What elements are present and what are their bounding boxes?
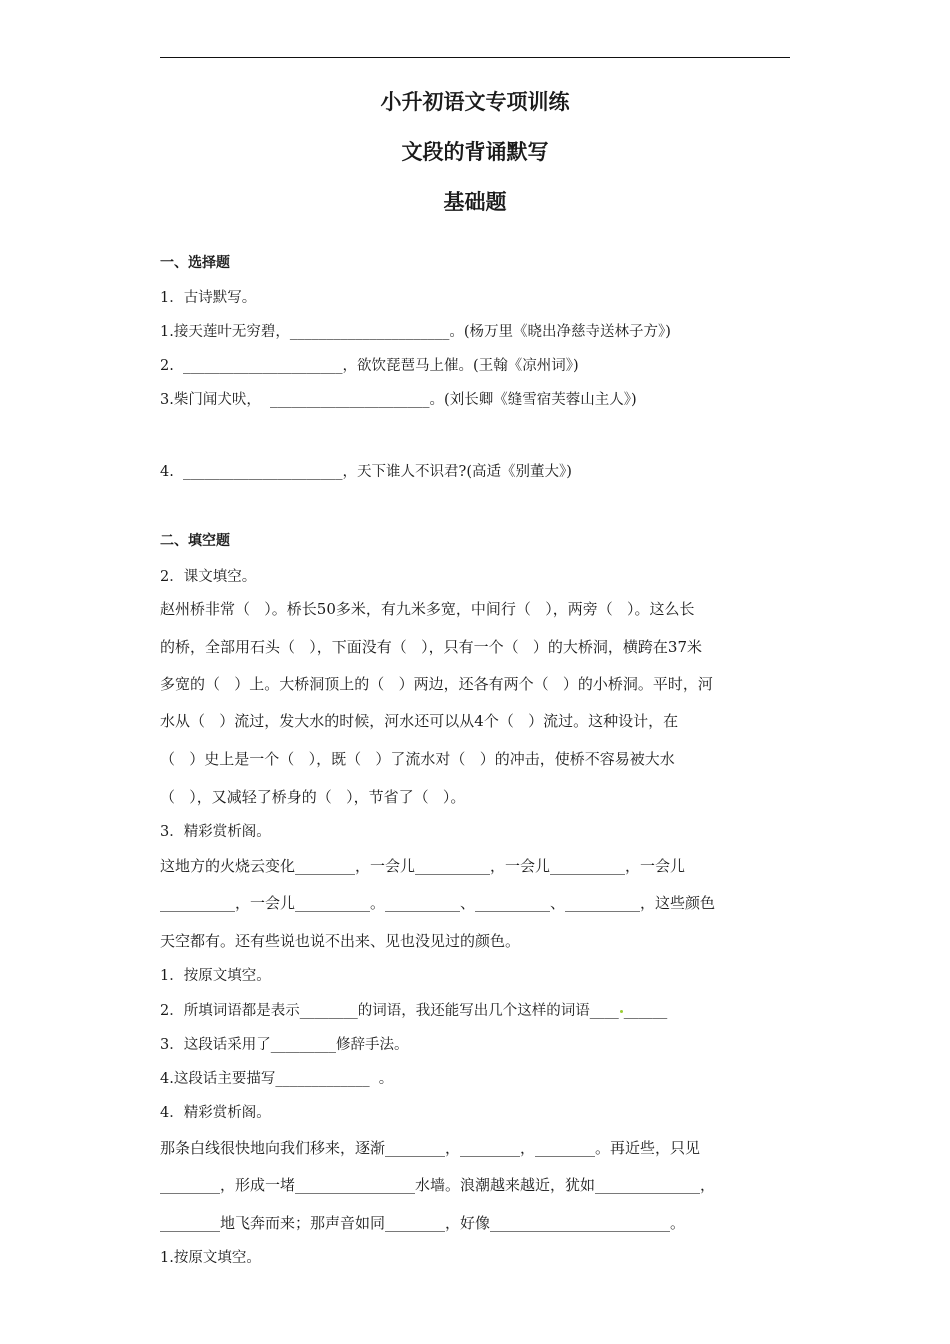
question-2-label: 2．课文填空。 xyxy=(160,569,257,585)
q2-para-line: 赵州桥非常（ ）。桥长50多米，有九米多宽，中间行（ ），两旁（ ）。这么长 xyxy=(160,600,695,618)
poem-line-2: 2. ______________________，欲饮琵琶马上催。(王翰《凉州词》) xyxy=(160,358,579,374)
q3-para-last-line: 天空都有。还有些说也说不出来、见也没见过的颜色。 xyxy=(160,932,521,950)
q2-para-last-line: （ ），又减轻了桥身的（ ），节省了（ ）。 xyxy=(160,788,466,806)
page-subtitle: 文段的背诵默写 xyxy=(401,140,549,164)
question-1-label: 1．古诗默写。 xyxy=(160,290,257,306)
q3-sub-2-text: 2．所填词语都是表示________的词语，我还能写出几个这样的词语____ xyxy=(160,1003,619,1019)
q2-para-line: （ ）史上是一个（ ），既（ ）了流水对（ ）的冲击，使桥不容易被大水 xyxy=(160,750,675,768)
q3-sub-1: 1．按原文填空。 xyxy=(160,968,271,984)
q4-sub-1: 1.按原文填空。 xyxy=(160,1250,261,1266)
section-heading-fill: 二、填空题 xyxy=(160,533,230,549)
q3-para-line: __________，一会儿__________。__________、__________、__________，这些颜色 xyxy=(160,894,716,912)
poem-line-3: 3.柴门闻犬吠， ______________________。(刘长卿《缝雪宿芙蓉山主人》) xyxy=(160,392,637,408)
q2-para-line: 水从（ ）流过，发大水的时候，河水还可以从4个（ ）流过。这种设计，在 xyxy=(160,712,679,730)
green-dot-mark xyxy=(620,1010,623,1013)
q3-sub-2-tail: ______ xyxy=(623,1003,668,1019)
section-heading-choice: 一、选择题 xyxy=(160,255,230,271)
q3-sub-2 xyxy=(160,999,667,1020)
difficulty-title: 基础题 xyxy=(443,190,507,214)
q3-sub-4: 4.这段话主要描写_____________ 。 xyxy=(160,1071,394,1087)
poem-line-4: 4. ______________________，天下谁人不识君?(高适《别董大》) xyxy=(160,464,572,480)
q3-para-line: 这地方的火烧云变化________，一会儿__________，一会儿__________，一会儿 xyxy=(160,857,686,875)
q3-sub-3: 3．这段话采用了_________修辞手法。 xyxy=(160,1037,409,1053)
poem-line-1: 1.接天莲叶无穷碧，______________________。(杨万里《晓出净慈寺送林子方》) xyxy=(160,324,671,340)
question-3-label: 3．精彩赏析阁。 xyxy=(160,824,271,840)
q4-para-line: ________，形成一堵________________水墙。浪潮越来越近，犹如______________， xyxy=(160,1176,716,1194)
q2-para-line: 多宽的（ ）上。大桥洞顶上的（ ）两边，还各有两个（ ）的小桥洞。平时，河 xyxy=(160,675,713,693)
page-title: 小升初语文专项训练 xyxy=(380,90,570,114)
q4-para-line: 那条白线很快地向我们移来，逐渐________，________，________。再近些，只见 xyxy=(160,1139,701,1157)
top-rule xyxy=(160,57,790,58)
q4-para-last-line: ________地飞奔而来；那声音如同________，好像________________________。 xyxy=(160,1214,686,1232)
question-4-label: 4．精彩赏析阁。 xyxy=(160,1105,271,1121)
q2-para-line: 的桥，全部用石头（ ），下面没有（ ），只有一个（ ）的大桥洞，横跨在37米 xyxy=(160,638,703,656)
